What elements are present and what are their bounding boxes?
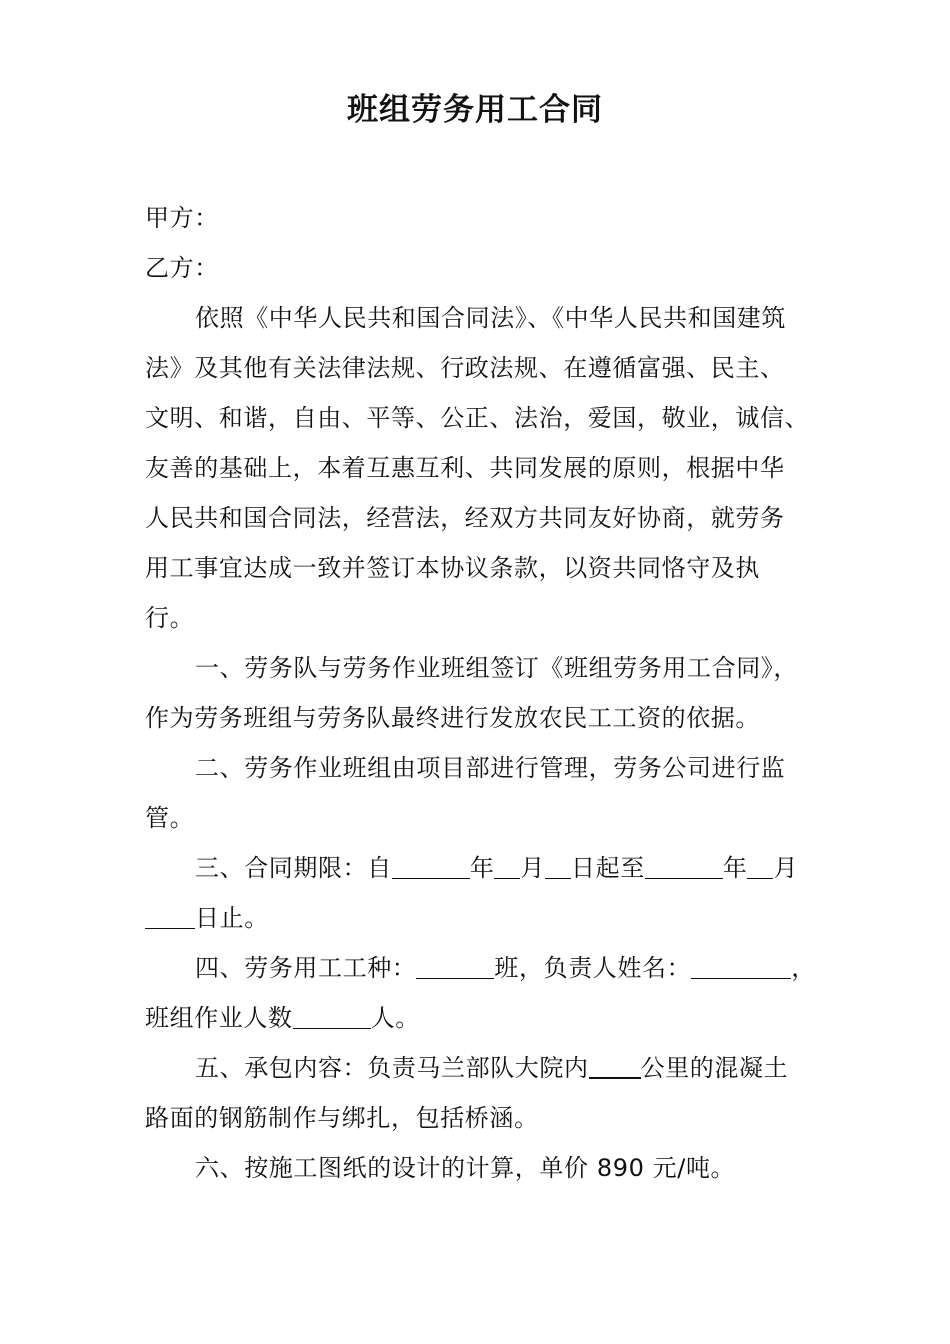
year-label-2: 年 <box>722 854 748 882</box>
contract-term-label: 三、合同期限：自 <box>195 854 392 882</box>
month-label-2: 月 <box>773 854 799 882</box>
end-day-blank[interactable] <box>145 902 195 929</box>
party-a-label: 甲方： <box>145 204 219 232</box>
clause-3-line-2 <box>145 900 269 936</box>
leader-name-blank[interactable] <box>691 952 791 979</box>
person-unit: 人。 <box>370 1004 420 1032</box>
worker-count-label: 班组作业人数 <box>145 1004 293 1032</box>
work-type-label: 四、劳务用工工种： <box>195 954 417 982</box>
worker-count-blank[interactable] <box>293 1002 371 1029</box>
start-day-blank[interactable] <box>545 852 571 879</box>
intro-line-2: 法》及其他有关法律法规、行政法规、在遵循富强、民主、 <box>145 354 785 382</box>
distance-blank[interactable] <box>589 1051 641 1079</box>
scope-suffix: 公里的混凝土 <box>640 1054 789 1082</box>
clause-2-line-2: 管。 <box>145 804 195 832</box>
intro-line-1: 依照《中华人民共和国合同法》、《中华人民共和国建筑 <box>195 304 786 332</box>
year-label: 年 <box>469 854 495 882</box>
end-year-blank[interactable] <box>645 852 723 879</box>
document-title: 班组劳务用工合同 <box>347 92 603 128</box>
clause-1-line-1: 一、劳务队与劳务作业班组签订《班组劳务用工合同》， <box>195 654 798 682</box>
clause-4-line-1 <box>195 950 816 986</box>
month-label: 月 <box>520 854 546 882</box>
intro-line-3: 文明、和谐，自由、平等、公正、法治，爱国，敬业，诚信、 <box>145 404 810 432</box>
day-from-label: 日起至 <box>571 854 645 882</box>
intro-line-5: 人民共和国合同法，经营法，经双方共同友好协商，就劳务 <box>145 504 785 532</box>
start-month-blank[interactable] <box>494 852 520 879</box>
scope-label: 五、承包内容：负责马兰部队大院内 <box>195 1054 589 1082</box>
clause-2-line-1: 二、劳务作业班组由项目部进行管理，劳务公司进行监 <box>195 754 786 782</box>
clause-5-line-1 <box>195 1050 788 1086</box>
end-label: 日止。 <box>195 904 269 932</box>
intro-line-7: 行。 <box>145 604 195 632</box>
clause-1-line-2: 作为劳务班组与劳务队最终进行发放农民工工资的依据。 <box>145 704 760 732</box>
intro-line-4: 友善的基础上，本着互惠互利、共同发展的原则，根据中华 <box>145 454 785 482</box>
clause-6-line-1: 六、按施工图纸的设计的计算，单价 890 元/吨。 <box>195 1154 736 1182</box>
party-b-label: 乙方： <box>145 254 219 282</box>
clause-5-line-2: 路面的钢筋制作与绑扎，包括桥涵。 <box>145 1104 539 1132</box>
work-type-blank[interactable] <box>416 952 494 979</box>
comma: ， <box>791 954 816 982</box>
end-month-blank[interactable] <box>747 852 773 879</box>
clause-4-line-2 <box>145 1000 420 1036</box>
start-year-blank[interactable] <box>392 852 470 879</box>
intro-line-6: 用工事宜达成一致并签订本协议条款，以资共同恪守及执 <box>145 554 760 582</box>
clause-3-line-1 <box>195 850 798 886</box>
team-leader-label: 班，负责人姓名： <box>494 954 692 982</box>
